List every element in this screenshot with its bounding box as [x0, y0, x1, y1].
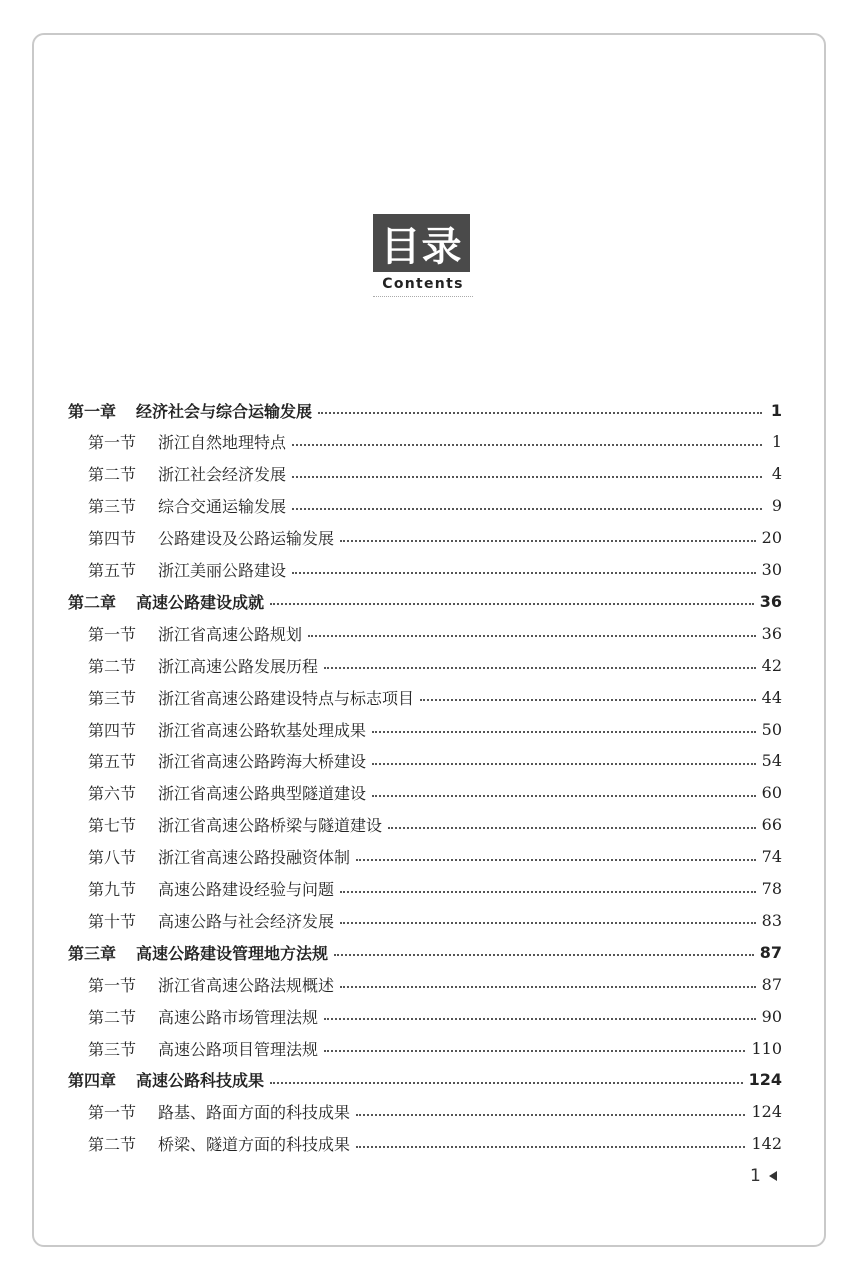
toc-title: 浙江省高速公路建设特点与标志项目: [158, 688, 415, 708]
dot-leader: [292, 508, 762, 510]
toc-page-number: 20: [761, 528, 782, 548]
toc-number: 第一节: [88, 975, 137, 995]
toc-chapter-row: [68, 589, 782, 613]
toc-title: 高速公路建设管理地方法规: [136, 943, 329, 963]
toc-section-row: [88, 1132, 782, 1156]
toc-number: 第七节: [88, 816, 137, 836]
dot-leader: [292, 572, 756, 574]
dot-leader: [340, 891, 756, 893]
toc-section-row: [88, 430, 782, 454]
toc-number: 第三章: [68, 943, 117, 963]
title-divider: [373, 296, 473, 297]
toc-number: 第三节: [88, 497, 137, 517]
toc-section-row: [88, 1036, 782, 1060]
dot-leader: [340, 986, 756, 988]
toc-number: 第一节: [88, 624, 137, 644]
toc-page-number: 50: [761, 719, 782, 739]
toc-section-row: [88, 1100, 782, 1124]
toc-number: 第十节: [88, 911, 137, 931]
toc-section-row: [88, 494, 782, 518]
toc-number: 第五节: [88, 752, 137, 772]
toc-page-number: 60: [761, 783, 782, 803]
toc-number: 第四节: [88, 720, 137, 740]
toc-number: 第六节: [88, 784, 137, 804]
toc-page-number: 66: [761, 815, 782, 835]
toc-number: 第二章: [68, 592, 117, 612]
toc-title: 目录: [373, 214, 470, 272]
toc-page-number: 87: [761, 974, 782, 994]
toc-number: 第二节: [88, 465, 137, 485]
toc-section-row: [88, 749, 782, 773]
toc-section-row: [88, 621, 782, 645]
dot-leader: [356, 1114, 745, 1116]
toc-page-number: 74: [761, 847, 782, 867]
toc-title: 高速公路建设成就: [136, 592, 265, 612]
toc-section-row: [88, 1004, 782, 1028]
toc-page-number: 78: [761, 879, 782, 898]
toc-section-row: [88, 526, 782, 550]
left-triangle-icon: [769, 1171, 777, 1181]
toc-title: 浙江自然地理特点: [158, 433, 287, 453]
toc-title: 浙江省高速公路规划: [158, 624, 303, 644]
toc-subtitle: Contents: [382, 276, 464, 292]
toc-page-number: 1: [770, 400, 782, 420]
toc-title: 浙江省高速公路跨海大桥建设: [158, 752, 367, 772]
toc-title: 高速公路科技成果: [136, 1071, 265, 1091]
toc-page-number: 124: [751, 1102, 782, 1122]
dot-leader: [372, 763, 756, 765]
toc-number: 第一节: [88, 433, 137, 453]
toc-section-row: [88, 877, 782, 901]
toc-section-row: [88, 813, 782, 837]
toc-page-number: 1: [771, 432, 782, 452]
dot-leader: [420, 699, 756, 701]
toc-page-number: 142: [751, 1134, 782, 1154]
dot-leader: [372, 731, 756, 733]
page-number-label: 1: [750, 1166, 761, 1186]
toc-section-row: [88, 717, 782, 741]
toc-chapter-row: [68, 940, 782, 964]
toc-page-number: 90: [761, 1006, 782, 1026]
dot-leader: [324, 1018, 756, 1020]
page-number: [750, 1166, 777, 1186]
toc-title: 浙江美丽公路建设: [158, 561, 287, 580]
toc-page-number: 54: [761, 751, 782, 771]
dot-leader: [356, 1146, 745, 1148]
toc-page-number: 4: [771, 464, 782, 484]
toc-page-number: 44: [761, 687, 782, 707]
toc-number: 第二节: [88, 1007, 137, 1027]
toc-title: 浙江省高速公路桥梁与隧道建设: [158, 816, 383, 836]
dot-leader: [324, 667, 756, 669]
toc-section-row: [88, 972, 782, 996]
toc-title: 桥梁、隧道方面的科技成果: [158, 1135, 351, 1155]
dot-leader: [292, 476, 762, 478]
dot-leader: [372, 795, 756, 797]
toc-number: 第四节: [88, 529, 137, 549]
toc-section-row: [88, 845, 782, 869]
toc-page-number: 83: [761, 910, 782, 930]
toc-title: 高速公路与社会经济发展: [158, 911, 335, 931]
toc-number: 第九节: [88, 880, 137, 899]
toc-title: 高速公路市场管理法规: [158, 1007, 319, 1027]
toc-chapter-row: [68, 1068, 782, 1092]
dot-leader: [340, 540, 756, 542]
toc-section-row: [88, 908, 782, 932]
toc-page-number: 30: [761, 560, 782, 579]
toc-page-number: 87: [759, 942, 782, 962]
dot-leader: [270, 1082, 743, 1084]
toc-section-row: [88, 653, 782, 677]
dot-leader: [340, 922, 756, 924]
toc-chapter-row: [68, 398, 782, 422]
toc-number: 第四章: [68, 1071, 117, 1091]
toc-section-row: [88, 685, 782, 709]
toc-title: 浙江省高速公路投融资体制: [158, 848, 351, 868]
toc-number: 第二节: [88, 656, 137, 676]
toc-number: 第一章: [68, 401, 117, 421]
toc-title: 综合交通运输发展: [158, 497, 287, 517]
toc-number: 第三节: [88, 1039, 137, 1059]
toc-title: 经济社会与综合运输发展: [136, 401, 313, 421]
toc-page-number: 42: [761, 655, 782, 675]
dot-leader: [292, 444, 762, 446]
toc-title: 浙江省高速公路法规概述: [158, 975, 335, 995]
toc-number: 第二节: [88, 1135, 137, 1155]
toc-page-number: 36: [759, 591, 782, 611]
dot-leader: [334, 954, 754, 956]
toc-title: 路基、路面方面的科技成果: [158, 1103, 351, 1123]
toc-section-row: [88, 781, 782, 805]
dot-leader: [318, 412, 762, 414]
toc-section-row: [88, 558, 782, 582]
toc-number: 第一节: [88, 1103, 137, 1123]
toc-title: 高速公路项目管理法规: [158, 1039, 319, 1059]
dot-leader: [324, 1050, 745, 1052]
toc-number: 第三节: [88, 688, 137, 708]
toc-title: 公路建设及公路运输发展: [158, 529, 335, 549]
dot-leader: [270, 603, 754, 605]
toc-title: 浙江省高速公路软基处理成果: [158, 720, 367, 740]
toc-title: 浙江社会经济发展: [158, 465, 287, 485]
toc-page-number: 124: [748, 1070, 782, 1090]
toc-number: 第八节: [88, 848, 137, 868]
dot-leader: [388, 827, 756, 829]
toc-page-number: 110: [751, 1038, 782, 1058]
toc-page-number: 36: [761, 623, 782, 643]
toc-number: 第五节: [88, 561, 137, 580]
dot-leader: [356, 859, 756, 861]
toc-page-number: 9: [771, 496, 782, 516]
dot-leader: [308, 635, 756, 637]
toc-title: 浙江高速公路发展历程: [158, 656, 319, 676]
toc-title: 浙江省高速公路典型隧道建设: [158, 784, 367, 804]
toc-title: 高速公路建设经验与问题: [158, 880, 335, 899]
toc-section-row: [88, 462, 782, 486]
